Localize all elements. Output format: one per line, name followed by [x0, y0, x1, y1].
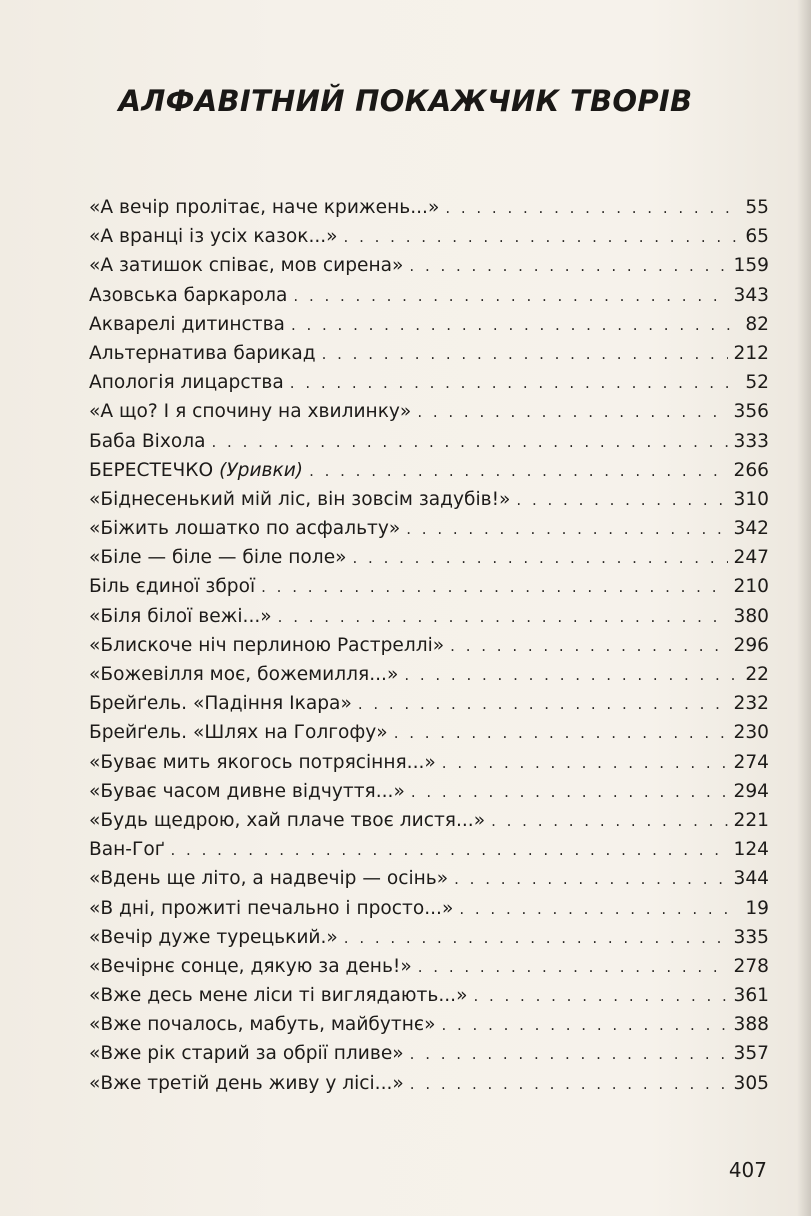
dot-leader — [445, 194, 739, 223]
entry-title: «Біля білої вежі...» — [89, 605, 272, 627]
dot-leader — [410, 1070, 728, 1099]
dot-leader — [473, 982, 727, 1011]
entry-title: Альтернатива барикад — [89, 342, 316, 364]
index-entry — [89, 222, 769, 251]
entry-subtitle: (Уривки) — [219, 459, 304, 481]
index-entry — [89, 923, 769, 952]
dot-leader — [454, 865, 727, 894]
index-entry — [89, 193, 769, 222]
entry-title: «Буває часом дивне відчуття...» — [89, 780, 405, 802]
entry-page: 342 — [733, 518, 769, 540]
dot-leader — [441, 1011, 727, 1040]
entry-page: 82 — [745, 313, 769, 335]
index-entry — [89, 1069, 769, 1098]
index-entry — [89, 397, 769, 426]
entry-page: 232 — [733, 693, 769, 715]
dot-leader — [459, 895, 739, 924]
entry-title: «А вечір пролітає, наче крижень...» — [89, 197, 440, 218]
dot-leader — [212, 428, 728, 457]
entry-page: 361 — [733, 985, 769, 1007]
entry-title: «Вечірнє сонце, дякую за день!» — [89, 955, 412, 977]
index-entry — [89, 514, 769, 543]
dot-leader — [261, 573, 727, 602]
entry-page: 335 — [733, 926, 769, 948]
entry-page: 22 — [745, 664, 769, 685]
index-entry — [89, 427, 769, 456]
index-entry — [89, 689, 769, 718]
entry-title: «Божевілля моє, божемилля...» — [89, 664, 399, 685]
entry-title: Баба Віхола — [89, 430, 206, 452]
entry-page: 356 — [733, 401, 769, 423]
index-entry — [89, 339, 769, 368]
entry-title: Брейґель. «Шлях на Голгофу» — [89, 722, 388, 744]
entry-page: 52 — [745, 372, 769, 394]
index-entry — [89, 894, 769, 923]
entry-page: 343 — [733, 284, 769, 306]
dot-leader — [418, 953, 728, 982]
entry-page: 210 — [733, 576, 769, 598]
index-entry — [89, 835, 769, 864]
dot-leader — [171, 836, 728, 865]
entry-title: «Вже третій день живу у лісі...» — [89, 1072, 404, 1094]
dot-leader — [516, 486, 727, 515]
page-edge-shadow — [797, 0, 811, 1216]
entry-title: «Біднесенький мій ліс, він зовсім задубів!» — [89, 488, 511, 510]
entry-page: 296 — [733, 634, 769, 656]
entry-title: «Вже почалось, мабуть, майбутнє» — [89, 1014, 436, 1036]
index-entry — [89, 1039, 769, 1068]
dot-leader — [290, 369, 739, 398]
dot-leader — [410, 1040, 728, 1069]
entry-page: 55 — [745, 197, 769, 218]
dot-leader — [404, 661, 739, 690]
dot-leader — [417, 398, 727, 427]
dot-leader — [322, 340, 728, 369]
entry-page: 310 — [733, 488, 769, 510]
index-entry — [89, 485, 769, 514]
entry-title: Акварелі дитинства — [89, 313, 285, 335]
index-entry — [89, 1010, 769, 1039]
entry-title: «Вечір дуже турецький.» — [89, 926, 338, 948]
entry-title: «Біжить лошатко по асфальту» — [89, 518, 401, 540]
dot-leader — [411, 778, 728, 807]
index-entry — [89, 368, 769, 397]
entry-title: «Будь щедрою, хай плаче твоє листя...» — [89, 809, 486, 831]
index-entry — [89, 543, 769, 572]
entry-page: 380 — [733, 605, 769, 627]
entry-page: 357 — [733, 1043, 769, 1065]
page-number: 407 — [728, 1158, 767, 1182]
dot-leader — [442, 749, 728, 778]
entry-title: «Вже рік старий за обрії пливе» — [89, 1043, 404, 1065]
entry-page: 344 — [733, 868, 769, 890]
entry-page: 278 — [733, 955, 769, 977]
entry-page: 221 — [733, 809, 769, 831]
index-entry — [89, 777, 769, 806]
entry-page: 247 — [733, 547, 769, 569]
entry-title: БЕРЕСТЕЧКО (Уривки) — [89, 459, 304, 481]
entry-title: «Вдень ще літо, а надвечір — осінь» — [89, 868, 449, 890]
entry-title: «Буває мить якогось потрясіння...» — [89, 751, 436, 773]
entry-title: «Біле — біле — біле поле» — [89, 547, 347, 569]
entry-title: Азовська баркарола — [89, 284, 288, 306]
entry-title: «Блискоче ніч перлиною Растреллі» — [89, 634, 445, 656]
dot-leader — [293, 282, 727, 311]
dot-leader — [353, 544, 728, 573]
dot-leader — [344, 924, 728, 953]
entry-title: «А затишок співає, мов сирена» — [89, 255, 404, 277]
index-entry — [89, 631, 769, 660]
dot-leader — [278, 603, 728, 632]
index-entry — [89, 456, 769, 485]
dot-leader — [291, 311, 739, 340]
index-heading: АЛФАВІТНИЙ ПОКАЖЧИК ТВОРІВ — [118, 84, 693, 118]
entry-page: 294 — [733, 780, 769, 802]
dot-leader — [450, 632, 727, 661]
dot-leader — [406, 515, 727, 544]
index-entry — [89, 952, 769, 981]
index-entry — [89, 718, 769, 747]
dot-leader — [394, 719, 728, 748]
entry-title: Ван-Гоґ — [89, 839, 165, 861]
index-entry — [89, 981, 769, 1010]
dot-leader — [309, 457, 727, 486]
dot-leader — [491, 807, 727, 836]
entry-title: Апологія лицарства — [89, 372, 284, 394]
entry-page: 274 — [733, 751, 769, 773]
entry-title: «Вже десь мене ліси ті виглядають...» — [89, 985, 468, 1007]
entry-page: 230 — [733, 722, 769, 744]
entry-title: «В дні, прожиті печально і просто...» — [89, 897, 454, 919]
index-entry — [89, 251, 769, 280]
index-entry — [89, 572, 769, 601]
entry-page: 266 — [733, 459, 769, 481]
index-entry — [89, 806, 769, 835]
entry-title: «А вранці із усіх казок...» — [89, 226, 338, 248]
entry-page: 305 — [733, 1072, 769, 1094]
dot-leader — [344, 223, 739, 252]
entry-page: 333 — [733, 430, 769, 452]
entry-page: 159 — [733, 255, 769, 277]
index-entry — [89, 748, 769, 777]
entry-title: Брейґель. «Падіння Ікара» — [89, 693, 352, 715]
entry-page: 19 — [745, 897, 769, 919]
entry-title: «А що? І я спочину на хвилинку» — [89, 401, 412, 423]
index-entry — [89, 864, 769, 893]
index-entry — [89, 310, 769, 339]
entry-page: 65 — [745, 226, 769, 248]
dot-leader — [358, 690, 728, 719]
entry-title: Біль єдиної зброї — [89, 576, 256, 598]
entry-page: 388 — [733, 1014, 769, 1036]
index-entry — [89, 602, 769, 631]
index-entry — [89, 660, 769, 689]
entry-page: 212 — [733, 342, 769, 364]
entry-page: 124 — [733, 839, 769, 861]
dot-leader — [409, 252, 727, 281]
index-entry — [89, 281, 769, 310]
index-list — [89, 193, 769, 1098]
